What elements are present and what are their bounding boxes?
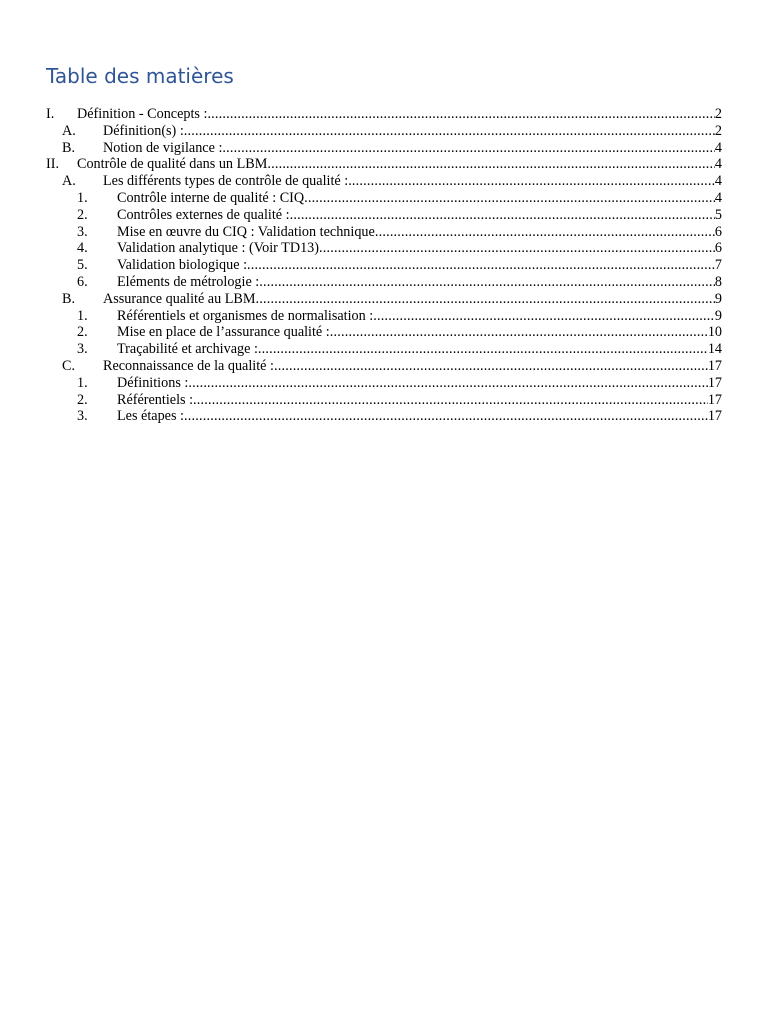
toc-entry-label: Reconnaissance de la qualité : — [103, 357, 274, 374]
toc-entry-page: 4 — [714, 139, 722, 156]
toc-entry-label: Contrôles externes de qualité : — [117, 206, 290, 223]
toc-leader-dots — [373, 308, 715, 325]
toc-leader-dots — [222, 140, 715, 157]
toc-entry-label: Définition - Concepts : — [77, 106, 208, 122]
toc-entry-number: I. — [46, 106, 55, 122]
toc-entry-page: 4 — [714, 173, 722, 190]
toc-entry[interactable] — [46, 140, 722, 157]
toc-entry[interactable] — [46, 156, 722, 173]
toc-entry-page: 10 — [707, 324, 722, 341]
toc-entry-number: 6. — [77, 273, 88, 290]
toc-entry-label: Validation biologique : — [117, 257, 248, 274]
toc-entry-page: 17 — [707, 357, 722, 374]
toc-leader-dots — [188, 375, 707, 392]
toc-leader-dots — [184, 123, 715, 140]
toc-entry[interactable] — [46, 240, 722, 257]
toc-entry-label: Définition(s) : — [103, 122, 184, 139]
toc-entry-page: 9 — [714, 290, 722, 307]
toc-entry[interactable] — [46, 341, 722, 358]
toc-entry-label: Eléments de métrologie : — [117, 273, 260, 290]
toc-entry-label: Mise en place de l’assurance qualité : — [117, 324, 330, 341]
toc-entry-number: 2. — [77, 324, 88, 341]
toc-entry[interactable] — [46, 291, 722, 308]
toc-entry[interactable] — [46, 224, 722, 241]
toc-entry-page: 7 — [714, 257, 722, 274]
toc-entry[interactable] — [46, 274, 722, 291]
toc-entry[interactable] — [46, 408, 722, 425]
toc-entry-label: Les différents types de contrôle de qualité : — [103, 173, 349, 190]
toc-entry-page: 5 — [714, 206, 722, 223]
table-of-contents — [46, 106, 722, 425]
toc-leader-dots — [267, 156, 715, 173]
toc-entry-number: 4. — [77, 240, 88, 257]
toc-entry-page: 4 — [714, 189, 722, 206]
toc-entry-label: Contrôle de qualité dans un LBM — [77, 156, 268, 173]
toc-entry-label: Assurance qualité au LBM — [103, 290, 256, 307]
toc-entry-number: 5. — [77, 257, 88, 274]
toc-leader-dots — [184, 408, 708, 425]
toc-entry-page: 17 — [707, 374, 722, 391]
toc-entry-label: Validation analytique : (Voir TD13) — [117, 240, 320, 257]
toc-entry-page: 8 — [714, 273, 722, 290]
toc-entry[interactable] — [46, 392, 722, 409]
toc-leader-dots — [207, 106, 714, 123]
toc-entry[interactable] — [46, 123, 722, 140]
toc-leader-dots — [193, 392, 708, 409]
toc-entry-page: 6 — [714, 223, 722, 240]
toc-entry[interactable] — [46, 375, 722, 392]
toc-entry-number: 3. — [77, 223, 88, 240]
toc-entry-page: 17 — [707, 408, 722, 425]
toc-entry-page: 9 — [714, 307, 722, 324]
toc-leader-dots — [304, 190, 715, 207]
toc-heading: Table des matières — [46, 64, 234, 88]
toc-entry-number: 1. — [77, 189, 88, 206]
toc-leader-dots — [330, 324, 708, 341]
toc-entry-page: 14 — [707, 341, 722, 358]
toc-entry-number: B. — [62, 139, 76, 156]
toc-entry[interactable] — [46, 308, 722, 325]
toc-entry-page: 17 — [707, 391, 722, 408]
toc-leader-dots — [259, 274, 715, 291]
toc-entry[interactable] — [46, 358, 722, 375]
toc-entry-number: 1. — [77, 374, 88, 391]
toc-entry-label: Les étapes : — [117, 408, 184, 425]
toc-entry[interactable] — [46, 257, 722, 274]
toc-leader-dots — [274, 358, 708, 375]
toc-entry-number: B. — [62, 290, 76, 307]
toc-leader-dots — [258, 341, 708, 358]
toc-entry[interactable] — [46, 324, 722, 341]
toc-leader-dots — [247, 257, 715, 274]
toc-entry-number: 3. — [77, 408, 88, 425]
toc-entry-number: 3. — [77, 341, 88, 358]
toc-entry-label: Définitions : — [117, 374, 189, 391]
toc-entry-number: 2. — [77, 206, 88, 223]
toc-leader-dots — [375, 224, 715, 241]
toc-entry-number: 1. — [77, 307, 88, 324]
toc-entry-label: Notion de vigilance : — [103, 139, 223, 156]
toc-entry-page: 2 — [714, 122, 722, 139]
toc-entry-label: Référentiels : — [117, 391, 194, 408]
toc-leader-dots — [290, 207, 715, 224]
toc-entry[interactable] — [46, 207, 722, 224]
toc-entry[interactable] — [46, 173, 722, 190]
toc-entry[interactable] — [46, 106, 722, 123]
toc-entry-page: 6 — [714, 240, 722, 257]
toc-entry-number: II. — [46, 156, 59, 173]
toc-entry-label: Référentiels et organismes de normalisation : — [117, 307, 374, 324]
toc-entry-label: Traçabilité et archivage : — [117, 341, 258, 358]
toc-entry-number: 2. — [77, 391, 88, 408]
toc-entry-number: C. — [62, 357, 76, 374]
toc-entry-number: A. — [62, 122, 76, 139]
toc-entry-number: A. — [62, 173, 76, 190]
toc-leader-dots — [255, 291, 714, 308]
toc-entry-label: Contrôle interne de qualité : CIQ — [117, 189, 305, 206]
toc-entry[interactable] — [46, 190, 722, 207]
toc-leader-dots — [348, 173, 715, 190]
toc-entry-label: Mise en œuvre du CIQ : Validation technique — [117, 223, 375, 240]
toc-entry-page: 2 — [714, 106, 722, 122]
toc-leader-dots — [319, 240, 715, 257]
toc-entry-page: 4 — [714, 156, 722, 173]
